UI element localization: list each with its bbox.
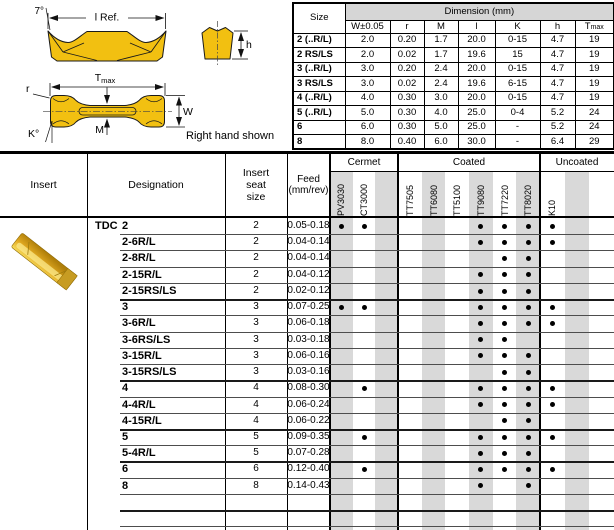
- dim-value-cell: 4.7: [540, 77, 575, 92]
- r-label: r: [26, 83, 30, 95]
- dim-column-header: M: [424, 20, 458, 33]
- seat-size-cell: 3: [253, 301, 259, 313]
- dim-size-cell: 5 (..R/L): [293, 106, 345, 121]
- designation-cell: 3-6RS/LS: [122, 333, 171, 346]
- seat-size-cell: 3: [253, 317, 259, 329]
- group-header-divider: [330, 171, 614, 172]
- grade-column-label: PV3030: [336, 183, 347, 216]
- designation-cell: 2-6R/L: [122, 236, 156, 249]
- dim-value-cell: 15: [495, 48, 540, 63]
- w-label: W: [183, 106, 193, 118]
- dim-value-cell: 0-4: [495, 106, 540, 121]
- insert-photo: [8, 220, 82, 304]
- designation-cell: 3: [122, 301, 129, 314]
- grade-group-label: Uncoated: [555, 157, 599, 168]
- grade-availability-dot: [478, 224, 483, 229]
- dim-value-cell: 19: [575, 62, 614, 77]
- grade-column-label: TT7505: [404, 184, 415, 216]
- dim-value-cell: 4.0: [345, 91, 390, 106]
- grade-availability-dot: [362, 467, 367, 472]
- dim-value-cell: 6.0: [345, 120, 390, 135]
- designation-cell: 4-15R/L: [122, 414, 162, 427]
- grade-availability-dot: [502, 467, 507, 472]
- dim-value-cell: 24: [575, 120, 614, 135]
- insert-selection-table: [0, 151, 614, 530]
- dim-table-row: [293, 77, 614, 92]
- dim-value-cell: 1.7: [424, 33, 458, 48]
- dim-value-cell: 29: [575, 135, 614, 150]
- dim-value-cell: 6-15: [495, 77, 540, 92]
- row-divider: [120, 332, 614, 333]
- feed-cell: 0.07-0.25: [287, 301, 330, 313]
- feed-cell: 0.04-0.14: [287, 236, 330, 248]
- dim-column-header: W±0.05: [345, 20, 390, 33]
- dim-value-cell: 19: [575, 33, 614, 48]
- designation-cell: 5: [122, 430, 129, 443]
- seat-size-cell: 2: [253, 236, 259, 248]
- dim-value-cell: 25.0: [458, 106, 495, 121]
- row-divider: [120, 478, 614, 479]
- dim-value-cell: 19: [575, 48, 614, 63]
- grade-availability-dot: [526, 483, 531, 488]
- dim-value-cell: 1.7: [424, 48, 458, 63]
- dim-column-header: K: [495, 20, 540, 33]
- row-divider: [120, 250, 614, 251]
- row-divider: [120, 494, 614, 495]
- designation-cell: 3-15RS/LS: [122, 366, 177, 379]
- grade-availability-dot: [526, 386, 531, 391]
- feed-cell: 0.05-0.18: [287, 220, 330, 231]
- grade-availability-dot: [526, 305, 531, 310]
- seat-size-cell: 6: [253, 463, 259, 475]
- seat-size-cell: 2: [253, 268, 259, 280]
- column-stripe: [375, 172, 398, 530]
- dim-value-cell: 6.4: [540, 135, 575, 150]
- dim-value-cell: 19: [575, 91, 614, 106]
- feed-cell: 0.06-0.22: [287, 414, 330, 426]
- dim-value-cell: 3.0: [424, 91, 458, 106]
- dim-column-header: h: [540, 20, 575, 33]
- seat-size-column-header: Insert seat size: [242, 167, 270, 203]
- designation-cell: 5-4R/L: [122, 447, 156, 460]
- grade-availability-dot: [502, 305, 507, 310]
- dim-value-cell: 0.02: [390, 77, 424, 92]
- grade-availability-dot: [550, 402, 555, 407]
- designation-prefix: TDC: [95, 220, 118, 232]
- dim-column-header: Tmax: [575, 20, 614, 33]
- feed-cell: 0.04-0.12: [287, 268, 330, 280]
- grade-availability-dot: [502, 272, 507, 277]
- designation-cell: 4-4R/L: [122, 398, 156, 411]
- dim-value-cell: 0.30: [390, 91, 424, 106]
- grade-column-label: CT3000: [359, 183, 369, 216]
- grade-availability-dot: [550, 467, 555, 472]
- dim-table-row: [293, 33, 614, 48]
- row-divider: [120, 429, 614, 431]
- feed-cell: 0.06-0.16: [287, 349, 330, 361]
- designation-cell: 2: [122, 220, 129, 232]
- seat-size-cell: 2: [253, 284, 259, 296]
- right-hand-caption: Right hand shown: [186, 130, 275, 142]
- row-divider: [120, 380, 614, 382]
- dim-table-row: [293, 135, 614, 150]
- seat-size-cell: 2: [253, 220, 259, 231]
- l-ref-label: l Ref.: [94, 11, 120, 24]
- grade-availability-dot: [502, 402, 507, 407]
- grade-availability-dot: [550, 386, 555, 391]
- designation-cell: 2-15RS/LS: [122, 284, 177, 297]
- dim-size-cell: 3 (..R/L): [293, 62, 345, 77]
- grade-availability-dot: [526, 240, 531, 245]
- dim-value-cell: -: [495, 120, 540, 135]
- dim-value-cell: 20.0: [458, 62, 495, 77]
- grade-availability-dot: [526, 402, 531, 407]
- dim-value-cell: 0.02: [390, 48, 424, 63]
- row-divider: [120, 461, 614, 463]
- grade-availability-dot: [502, 321, 507, 326]
- dim-value-cell: 0-15: [495, 62, 540, 77]
- dim-value-cell: 19.6: [458, 48, 495, 63]
- feed-cell: 0.03-0.18: [287, 333, 330, 345]
- dim-value-cell: 0.30: [390, 120, 424, 135]
- row-divider: [120, 299, 614, 301]
- designation-cell: 6: [122, 463, 129, 476]
- seat-size-cell: 4: [253, 414, 259, 426]
- grade-column-label: TT9080: [475, 184, 486, 216]
- tmax-label: Tmax: [94, 72, 116, 85]
- grade-availability-dot: [339, 305, 344, 310]
- grade-availability-dot: [526, 321, 531, 326]
- grade-availability-dot: [502, 353, 507, 358]
- dim-size-cell: 3 RS/LS: [293, 77, 345, 92]
- row-divider: [120, 234, 614, 235]
- grade-availability-dot: [550, 224, 555, 229]
- grade-column-label: TT6080: [428, 184, 439, 216]
- dim-size-cell: 8: [293, 135, 345, 150]
- technical-drawing: [0, 0, 292, 150]
- grade-availability-dot: [502, 256, 507, 261]
- grade-availability-dot: [526, 224, 531, 229]
- dim-value-cell: 4.7: [540, 33, 575, 48]
- row-divider: [120, 315, 614, 316]
- dim-value-cell: 3.0: [345, 77, 390, 92]
- grade-availability-dot: [502, 224, 507, 229]
- column-divider: [397, 154, 399, 530]
- size-header: Size: [293, 3, 345, 33]
- designation-cell: 4: [122, 382, 129, 395]
- grade-availability-dot: [362, 224, 367, 229]
- grade-availability-dot: [550, 305, 555, 310]
- dim-value-cell: -: [495, 135, 540, 150]
- dim-value-cell: 19: [575, 77, 614, 92]
- grade-group-label: Cermet: [347, 157, 381, 168]
- grade-availability-dot: [478, 289, 483, 294]
- seat-size-cell: 4: [253, 382, 259, 394]
- dim-value-cell: 0-15: [495, 91, 540, 106]
- designation-cell: 8: [122, 479, 129, 492]
- column-stripe: [565, 172, 590, 530]
- designation-cell: 3-6R/L: [122, 317, 156, 330]
- feed-cell: 0.08-0.30: [287, 382, 330, 394]
- insert-top-view: [43, 96, 172, 128]
- dim-value-cell: 20.0: [458, 33, 495, 48]
- feed-cell: 0.12-0.40: [287, 463, 330, 475]
- grade-availability-dot: [526, 467, 531, 472]
- dim-size-cell: 4 (..R/L): [293, 91, 345, 106]
- grade-availability-dot: [502, 370, 507, 375]
- grade-availability-dot: [339, 224, 344, 229]
- insert-end-view: [202, 21, 233, 66]
- grade-availability-dot: [526, 451, 531, 456]
- grade-availability-dot: [526, 370, 531, 375]
- dim-value-cell: 3.0: [345, 62, 390, 77]
- designation-cell: 2-8R/L: [122, 252, 156, 265]
- grade-column-label: K10: [547, 199, 558, 216]
- dim-table-row: [293, 91, 614, 106]
- dim-value-cell: 0.30: [390, 106, 424, 121]
- dim-value-cell: 20.0: [458, 91, 495, 106]
- dim-size-cell: 2 (..R/L): [293, 33, 345, 48]
- grade-availability-dot: [362, 435, 367, 440]
- grade-availability-dot: [550, 321, 555, 326]
- row-divider: [120, 413, 614, 414]
- designation-column-header: Designation: [128, 179, 184, 191]
- dim-value-cell: 6.0: [424, 135, 458, 150]
- angle-7-label: 7°: [34, 6, 44, 17]
- feed-cell: 0.14-0.43: [287, 479, 330, 491]
- feed-cell: 0.04-0.14: [287, 252, 330, 264]
- grade-availability-dot: [550, 240, 555, 245]
- dim-column-header: r: [390, 20, 424, 33]
- insert-column-header: Insert: [30, 179, 57, 191]
- feed-cell: 0.03-0.16: [287, 366, 330, 378]
- dim-value-cell: 19.6: [458, 77, 495, 92]
- designation-cell: 2-15R/L: [122, 268, 162, 281]
- row-divider: [120, 267, 614, 268]
- grade-availability-dot: [502, 435, 507, 440]
- dim-value-cell: 25.0: [458, 120, 495, 135]
- dim-table-row: [293, 106, 614, 121]
- dimension-table: [292, 2, 614, 150]
- dim-size-cell: 6: [293, 120, 345, 135]
- dim-value-cell: 2.4: [424, 62, 458, 77]
- dim-table-row: [293, 62, 614, 77]
- column-stripe: [422, 172, 446, 530]
- feed-cell: 0.06-0.18: [287, 317, 330, 329]
- grade-group-label: Coated: [452, 157, 486, 168]
- dim-value-cell: 0-15: [495, 33, 540, 48]
- dim-table-row: [293, 48, 614, 63]
- feed-cell: 0.02-0.12: [287, 284, 330, 296]
- feed-cell: 0.06-0.24: [287, 398, 330, 410]
- grade-availability-dot: [502, 451, 507, 456]
- row-divider: [120, 526, 614, 527]
- dim-value-cell: 5.2: [540, 106, 575, 121]
- grade-availability-dot: [526, 289, 531, 294]
- dim-value-cell: 8.0: [345, 135, 390, 150]
- dim-value-cell: 4.7: [540, 62, 575, 77]
- grade-availability-dot: [478, 435, 483, 440]
- grade-availability-dot: [502, 337, 507, 342]
- seat-size-cell: 8: [253, 479, 259, 491]
- dim-value-cell: 24: [575, 106, 614, 121]
- dim-value-cell: 0.20: [390, 62, 424, 77]
- seat-size-cell: 4: [253, 398, 259, 410]
- row-divider: [120, 445, 614, 446]
- dim-value-cell: 30.0: [458, 135, 495, 150]
- grade-availability-dot: [550, 435, 555, 440]
- dim-value-cell: 2.0: [345, 48, 390, 63]
- seat-size-cell: 5: [253, 430, 259, 442]
- dim-value-cell: 0.40: [390, 135, 424, 150]
- dim-size-cell: 2 RS/LS: [293, 48, 345, 63]
- grade-availability-dot: [502, 386, 507, 391]
- row-divider: [120, 510, 614, 512]
- grade-availability-dot: [526, 435, 531, 440]
- dim-value-cell: 5.0: [345, 106, 390, 121]
- grade-column-label: TT7220: [499, 184, 510, 216]
- feed-column-header: Feed (mm/rev): [288, 174, 329, 196]
- seat-size-cell: 2: [253, 252, 259, 264]
- grade-availability-dot: [362, 386, 367, 391]
- seat-size-cell: 5: [253, 447, 259, 459]
- dim-value-cell: 0.20: [390, 33, 424, 48]
- row-divider: [120, 364, 614, 365]
- dim-value-cell: 5.0: [424, 120, 458, 135]
- grade-availability-dot: [502, 240, 507, 245]
- grade-availability-dot: [526, 256, 531, 261]
- row-divider: [120, 397, 614, 398]
- feed-cell: 0.07-0.28: [287, 447, 330, 459]
- grade-availability-dot: [362, 305, 367, 310]
- dimension-group-header: Dimension (mm): [345, 3, 614, 20]
- grade-availability-dot: [502, 289, 507, 294]
- dim-value-cell: 4.0: [424, 106, 458, 121]
- seat-size-cell: 3: [253, 366, 259, 378]
- row-divider: [120, 348, 614, 349]
- column-divider: [539, 154, 541, 530]
- grade-column-label: TT5100: [452, 184, 463, 216]
- grade-availability-dot: [526, 272, 531, 277]
- dim-value-cell: 4.7: [540, 48, 575, 63]
- grade-availability-dot: [502, 418, 507, 423]
- feed-cell: 0.09-0.35: [287, 430, 330, 442]
- dim-value-cell: 2.4: [424, 77, 458, 92]
- grade-column-label: TT8020: [523, 184, 534, 216]
- designation-cell: 3-15R/L: [122, 349, 162, 362]
- seat-size-cell: 3: [253, 349, 259, 361]
- dim-column-header: l: [458, 20, 495, 33]
- insert-side-view: [48, 31, 166, 61]
- dim-value-cell: 5.2: [540, 120, 575, 135]
- m-label: M: [95, 124, 104, 136]
- h-label: h: [246, 39, 252, 51]
- row-divider: [120, 283, 614, 284]
- dim-value-cell: 2.0: [345, 33, 390, 48]
- k-angle-label: K°: [28, 128, 40, 140]
- seat-size-cell: 3: [253, 333, 259, 345]
- dim-table-row: [293, 120, 614, 135]
- dim-value-cell: 4.7: [540, 91, 575, 106]
